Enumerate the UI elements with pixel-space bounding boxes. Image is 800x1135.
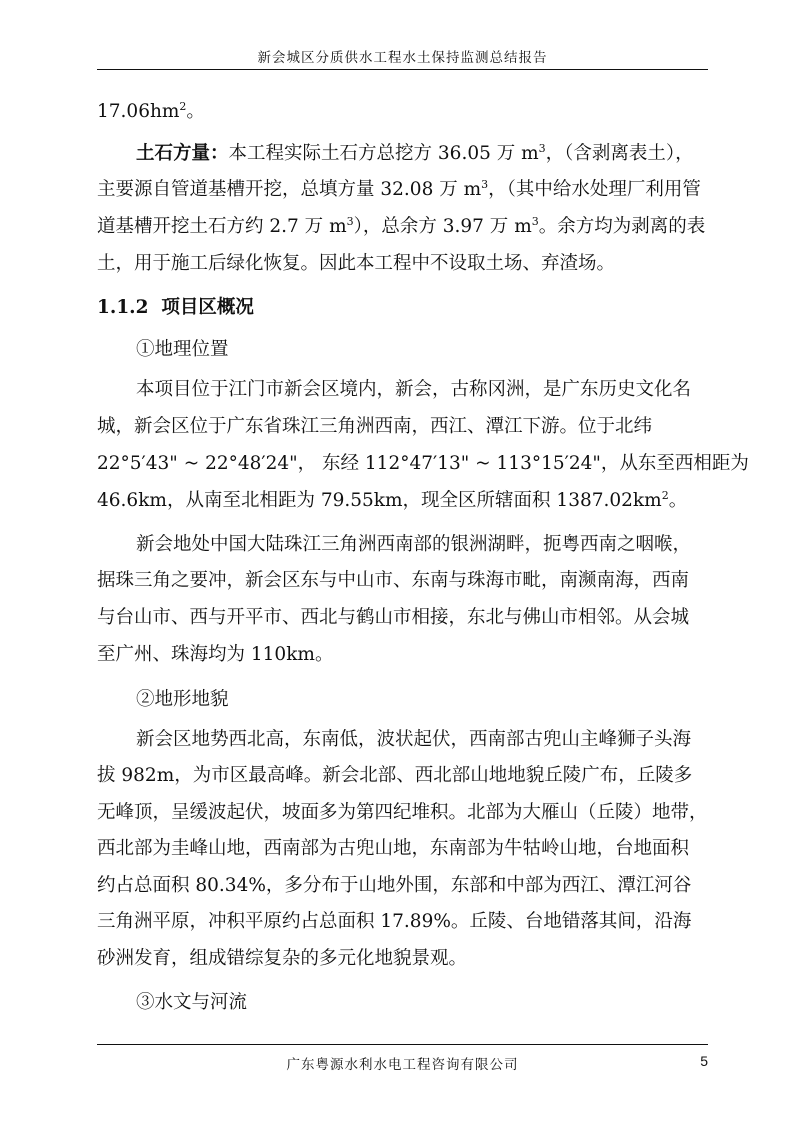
text-segment: ），总余方 3.97 万 m [353,216,532,237]
text-segment: 17.06hm [97,101,180,122]
paragraph-line: 约占总面积 80.34%，多分布于山地外围，东部和中部为西江、潭江河谷 [97,875,692,896]
paragraph-line: 至广州、珠海均为 110km。 [97,644,334,665]
page-number: 5 [700,1053,708,1069]
text-segment: 46.6km，从南至北相距为 79.55km，现全区所辖面积 1387.02km [97,490,662,511]
paragraph-line [97,172,701,208]
paragraph-line: 据珠三角之要冲，新会区东与中山市、东南与珠海市毗，南濒南海，西南 [97,570,690,591]
section-heading [97,290,254,326]
subheading-terrain: ②地形地貌 [136,689,229,710]
footer-rule [97,1044,708,1045]
paragraph-line: 22°5′43" ~ 22°48′24"， 东经 112°47′13" ~ 113°15′24"，从东至西相距为 [97,453,749,474]
paragraph-line: 新会区地势西北高，东南低，波状起伏，西南部古兜山主峰狮子头海 [136,729,692,750]
subheading-location: ①地理位置 [136,339,229,360]
superscript: 3 [531,215,539,228]
superscript: 3 [538,142,546,155]
paragraph-line [97,209,705,245]
subheading-hydrology: ③水文与河流 [136,992,248,1013]
text-segment: 。余方均为剥离的表 [538,216,706,237]
header-title: 新会城区分质供水工程水土保持监测总结报告 [257,50,548,66]
paragraph-line: 土，用于施工后绿化恢复。因此本工程中不设取土场、弃渣场。 [97,253,616,274]
superscript: 3 [346,215,354,228]
paragraph-line [97,483,687,519]
superscript: 2 [661,489,669,502]
text-segment: 本工程实际土石方总挖方 36.05 万 m [228,143,539,164]
header-rule [97,69,708,70]
paragraph-line: 与台山市、西与开平市、西北与鹤山市相接，东北与佛山市相邻。从会城 [97,607,690,628]
text-segment: 。 [668,490,688,511]
paragraph-line [97,94,205,130]
paragraph-line: 三角洲平原，冲积平原约占总面积 17.89%。丘陵、台地错落其间，沿海 [97,911,692,932]
paragraph-line: 拔 982m，为市区最高峰。新会北部、西北部山地地貌丘陵广布，丘陵多 [97,765,693,786]
paragraph-line [136,136,694,172]
text-segment: 道基槽开挖土石方约 2.7 万 m [97,216,347,237]
text-segment: ，（含剥离表土）， [545,143,694,164]
superscript: 3 [481,178,489,191]
text-segment: ，（其中给水处理厂利用管 [488,179,701,200]
paragraph-line: 砂洲发育，组成错综复杂的多元化地貌景观。 [97,948,468,969]
text-segment: 。 [186,101,205,122]
paragraph-line: 城，新会区位于广东省珠江三角洲西南，西江、潭江下游。位于北纬 [97,416,653,437]
paragraph-line: 本项目位于江门市新会区境内，新会，古称冈洲，是广东历史文化名 [136,379,692,400]
paragraph-line: 无峰顶，呈缓波起伏，坡面多为第四纪堆积。北部为大雁山（丘陵）地带， [97,802,708,823]
superscript: 2 [179,100,187,113]
text-segment: 主要源自管道基槽开挖，总填方量 32.08 万 m [97,179,482,200]
earthwork-label: 土石方量： [136,143,229,164]
section-title: 项目区概况 [161,297,254,318]
paragraph-line: 新会地处中国大陆珠江三角洲西南部的银洲湖畔，扼粤西南之咽喉， [136,534,692,555]
paragraph-line: 西北部为圭峰山地，西南部为古兜山地，东南部为牛牯岭山地，台地面积 [97,838,690,859]
footer-company: 广东粤源水利水电工程咨询有限公司 [286,1057,519,1073]
section-number: 1.1.2 [97,297,149,318]
